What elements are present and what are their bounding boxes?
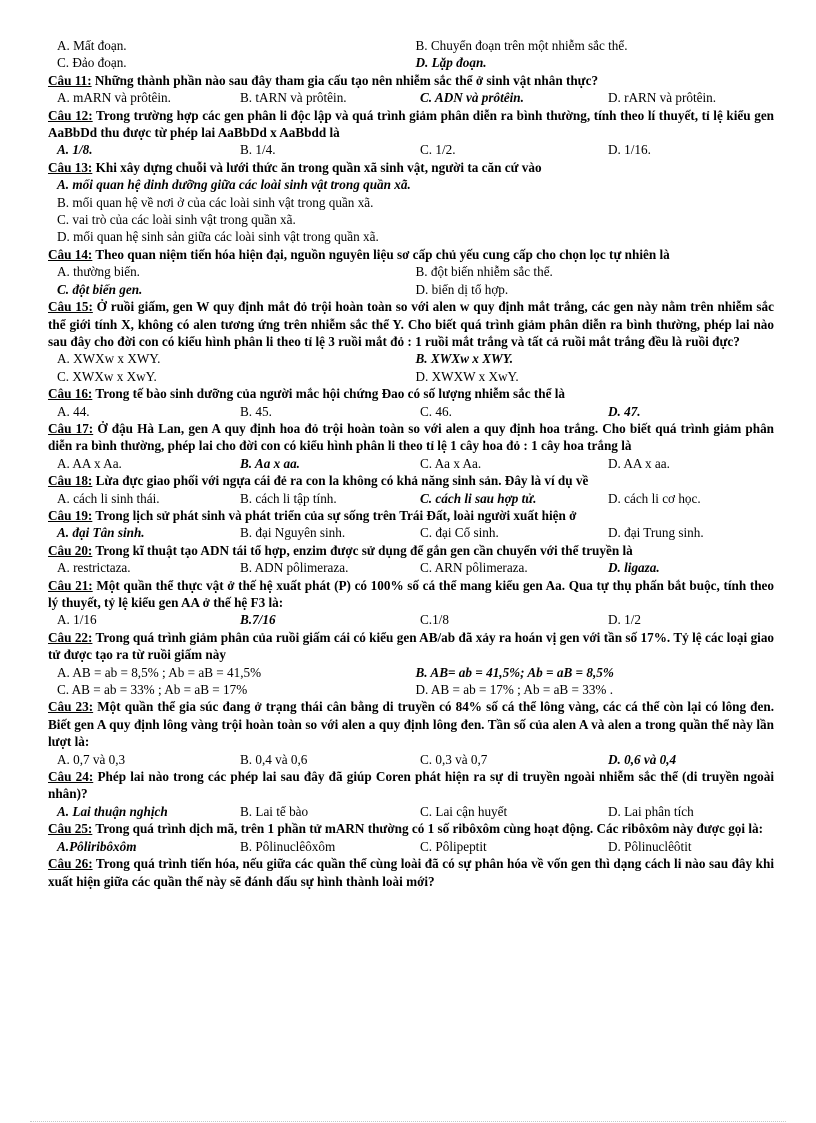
option-d: D. cách li cơ học. — [608, 490, 701, 506]
option-a: A. cách li sinh thái. — [57, 490, 160, 506]
option-c: C. Pôlipeptit — [420, 838, 487, 854]
question-label: Câu 13: — [48, 159, 93, 175]
question-22 — [48, 629, 774, 664]
question-text: Theo quan niệm tiến hóa hiện đại, nguồn nguyên liệu sơ cấp chủ yếu cung cấp cho chọn lọc tự nhiên là — [92, 246, 670, 262]
option-a-answer: A. 1/8. — [57, 142, 93, 158]
question-label: Câu 22: — [48, 629, 93, 645]
option-a: A. 44. — [57, 403, 90, 419]
question-text: Những thành phần nào sau đây tham gia cấu tạo nên nhiễm sắc thể ở sinh vật nhân thực? — [91, 72, 599, 88]
option-d: D. 1/2 — [608, 612, 641, 628]
question-text: Một quần thể gia súc đang ở trạng thái cân bằng di truyền có 84% số cá thể lông vàng, các cá thể còn lại có lông đen. Biết gen A quy định lông vàng trội hoàn toàn so với alen a quy định lông đen. Tần số của alen A và alen a trong quần thể này lần lượt là: — [48, 699, 774, 750]
question-text: Phép lai nào trong các phép lai sau đây đã giúp Coren phát hiện ra sự di truyền ngoài nhiễm sắc thể (di truyền ngoài nhân)? — [48, 769, 774, 802]
option-b: B. 1/4. — [240, 142, 276, 158]
page-divider — [30, 1121, 786, 1122]
option-b: B. cách li tập tính. — [240, 490, 337, 506]
options-12 — [48, 141, 774, 158]
options-11 — [48, 89, 774, 106]
option-a-answer: A. Lai thuận nghịch — [57, 803, 168, 819]
option-d: D. XWXW x XwY. — [415, 368, 519, 384]
option-a-answer: A. đại Tân sinh. — [57, 525, 145, 541]
option-b: B. ADN pôlimeraza. — [240, 560, 349, 576]
option-a: A. thường biến. — [57, 264, 140, 280]
question-label: Câu 17: — [48, 420, 94, 436]
option-c: C. Aa x Aa. — [420, 455, 482, 471]
options-14-2 — [48, 281, 774, 298]
option-d: D. rARN và prôtêin. — [608, 90, 717, 106]
option-b: B. 45. — [240, 403, 272, 419]
option-c: C. 0,3 và 0,7 — [420, 751, 488, 767]
question-13 — [48, 159, 774, 176]
option-c: C. Đảo đoạn. — [57, 55, 127, 71]
question-18 — [48, 472, 774, 489]
options-16 — [48, 403, 774, 420]
question-label: Câu 15: — [48, 299, 93, 315]
question-14 — [48, 246, 774, 263]
question-label: Câu 16: — [48, 386, 93, 402]
option-a: A. Mất đoạn. — [57, 38, 127, 53]
option-d: D. AA x aa. — [608, 455, 670, 471]
question-label: Câu 26: — [48, 856, 93, 872]
question-label: Câu 20: — [48, 542, 93, 558]
options-top — [48, 37, 774, 54]
option-d-answer: D. ligaza. — [608, 560, 660, 576]
option-c: C. 1/2. — [420, 142, 456, 158]
question-20 — [48, 542, 774, 559]
option-a: A. 0,7 và 0,3 — [57, 751, 126, 767]
option-c: C. đại Cổ sinh. — [420, 525, 499, 541]
option-a: A. AA x Aa. — [57, 455, 122, 471]
options-20 — [48, 559, 774, 576]
question-label: Câu 19: — [48, 507, 93, 523]
question-text: Trong kĩ thuật tạo ADN tái tổ hợp, enzim được sử dụng để gắn gen cần chuyển với thể truyền là — [92, 542, 633, 558]
question-text: Trong quá trình giảm phân của ruồi giấm cái có kiểu gen AB/ab đã xảy ra hoán vị gen với tần số 17%. Tỷ lệ các loại giao tử được tạo ra từ ruồi giấm này — [48, 629, 775, 663]
option-a: A. XWXw x XWY. — [57, 351, 161, 367]
option-c: C. ARN pôlimeraza. — [420, 560, 528, 576]
option-b: B. 0,4 và 0,6 — [240, 751, 308, 767]
question-label: Câu 21: — [48, 577, 93, 593]
question-25 — [48, 820, 774, 837]
option-a: A. restrictaza. — [57, 560, 131, 576]
option-a: A. 1/16 — [57, 612, 97, 628]
question-label: Câu 12: — [48, 107, 93, 123]
question-text: Ở đậu Hà Lan, gen A quy định hoa đỏ trội hoàn toàn so với alen a quy định hoa trắng. Cho biết quá trình giảm phân diễn ra bình thường, phép lai cho đời con có kiểu hình phân li theo tỉ lệ 1 cây hoa đỏ : 1 cây hoa trắng là — [48, 420, 774, 454]
options-17 — [48, 455, 774, 472]
option-d: D. AB = ab = 17% ; Ab = aB = 33% . — [415, 682, 614, 698]
options-22-2 — [48, 681, 774, 698]
option-c-answer: C. ADN và prôtêin. — [420, 90, 524, 106]
option-b: B. đột biến nhiễm sắc thể. — [415, 264, 553, 280]
option-b: B. đại Nguyên sinh. — [240, 525, 346, 541]
question-label: Câu 24: — [48, 769, 94, 785]
question-16 — [48, 385, 774, 402]
options-15 — [48, 350, 774, 367]
options-21 — [48, 611, 774, 628]
option-a-answer: A.Pôliribôxôm — [57, 838, 137, 854]
option-b: B. Lai tế bào — [240, 803, 309, 819]
options-22 — [48, 664, 774, 681]
option-a: A. AB = ab = 8,5% ; Ab = aB = 41,5% — [57, 664, 262, 680]
options-15-2 — [48, 368, 774, 385]
question-11 — [48, 72, 774, 89]
options-19 — [48, 524, 774, 541]
question-label: Câu 11: — [48, 72, 92, 88]
question-12 — [48, 107, 774, 142]
question-text: Trong trường hợp các gen phân li độc lập và quá trình giảm phân diễn ra bình thường, tính theo lí thuyết, tỉ lệ kiểu gen AaBbDd thu được từ phép lai AaBbDd x AaBbdd là — [48, 107, 775, 141]
question-label: Câu 23: — [48, 699, 94, 715]
option-d: D. Lai phân tích — [608, 803, 694, 819]
option-a-answer: A. mối quan hệ dinh dưỡng giữa các loài sinh vật trong quần xã. — [57, 177, 411, 193]
option-c-answer: C. cách li sau hợp tử. — [420, 490, 537, 506]
option-c: C. AB = ab = 33% ; Ab = aB = 17% — [57, 682, 248, 698]
option-b-answer: B. Aa x aa. — [240, 455, 300, 471]
question-23 — [48, 698, 774, 750]
option-c: C. 46. — [420, 403, 452, 419]
question-15 — [48, 298, 774, 350]
option-b: B. Pôlinuclêôxôm — [240, 838, 336, 854]
option-d: D. mối quan hệ sinh sản giữa các loài sinh vật trong quần xã. — [57, 229, 379, 245]
options-14 — [48, 263, 774, 280]
option-b: B. mối quan hệ về nơi ở của các loài sinh vật trong quần xã. — [57, 194, 374, 210]
question-21 — [48, 577, 774, 612]
option-c: C. XWXw x XwY. — [57, 368, 157, 384]
option-d: D. 1/16. — [608, 142, 651, 158]
question-label: Câu 14: — [48, 246, 93, 262]
question-text: Trong quá trình dịch mã, trên 1 phần tử mARN thường có 1 số ribôxôm cùng hoạt động. Các ribôxôm này được gọi là: — [92, 821, 764, 837]
option-d: D. biến dị tổ hợp. — [415, 281, 509, 297]
question-label: Câu 18: — [48, 473, 93, 489]
question-text: Ở ruồi giấm, gen W quy định mắt đỏ trội hoàn toàn so với alen w quy định mắt trắng, các gen này nằm trên nhiễm sắc thể giới tính X, không có alen tương ứng trên nhiễm sắc thể Y. Cho biết quá trình giảm phân diễn ra bình thường, phép lai nào sau đây cho đời con có kiểu hình phân li theo tỉ lệ 3 ruồi mắt đỏ : 1 ruồi mắt trắng và tất cả ruồi mắt trắng đều là ruồi đực? — [48, 299, 775, 349]
question-text: Lừa đực giao phối với ngựa cái đẻ ra con la không có khả năng sinh sản. Đây là ví dụ về — [92, 473, 589, 489]
option-d-answer: D. Lặp đoạn. — [415, 55, 487, 71]
option-b: B. tARN và prôtêin. — [240, 90, 347, 106]
question-19 — [48, 507, 774, 524]
options-24 — [48, 803, 774, 820]
exam-page — [48, 37, 774, 890]
question-text: Khi xây dựng chuỗi và lưới thức ăn trong quần xã sinh vật, người ta căn cứ vào — [92, 159, 542, 175]
option-d: D. đại Trung sinh. — [608, 525, 704, 541]
option-c-answer: C. đột biến gen. — [57, 281, 143, 297]
option-b-answer: B.7/16 — [240, 612, 276, 628]
question-text: Trong tế bào sinh dưỡng của người mắc hội chứng Đao có số lượng nhiễm sắc thể là — [92, 386, 566, 402]
option-c: C. Lai cận huyết — [420, 803, 508, 819]
options-18 — [48, 490, 774, 507]
question-24 — [48, 768, 774, 803]
option-c: C.1/8 — [420, 612, 449, 628]
option-d: D. Pôlinuclêôtit — [608, 838, 692, 854]
option-b-answer: B. AB= ab = 41,5%; Ab = aB = 8,5% — [415, 664, 614, 680]
options-top-2 — [48, 54, 774, 71]
question-text: Một quần thể thực vật ở thế hệ xuất phát (P) có 100% số cá thể mang kiểu gen Aa. Qua tự thụ phấn bắt buộc, tính theo lý thuyết, tỷ lệ kiểu gen AA ở thế hệ F3 là: — [48, 577, 775, 610]
option-b: B. Chuyển đoạn trên một nhiễm sắc thể. — [415, 38, 628, 53]
option-b-answer: B. XWXw x XWY. — [415, 351, 514, 367]
question-text: Trong quá trình tiến hóa, nếu giữa các quần thể cùng loài đã có sự phân hóa về vốn gen thì dạng cách li nào sau đây khi xuất hiện giữa các quần thể này sẽ đánh dấu sự hình thành loài mới? — [48, 856, 774, 889]
option-c: C. vai trò của các loài sinh vật trong quần xã. — [57, 212, 296, 228]
question-26 — [48, 855, 774, 890]
question-17 — [48, 420, 774, 455]
options-25 — [48, 838, 774, 855]
question-text: Trong lịch sử phát sinh và phát triển của sự sống trên Trái Đất, loài người xuất hiện ở — [92, 507, 577, 523]
option-d-answer: D. 47. — [608, 403, 641, 419]
question-label: Câu 25: — [48, 821, 93, 837]
options-23 — [48, 751, 774, 768]
option-a: A. mARN và prôtêin. — [57, 90, 171, 106]
option-d-answer: D. 0,6 và 0,4 — [608, 751, 677, 767]
